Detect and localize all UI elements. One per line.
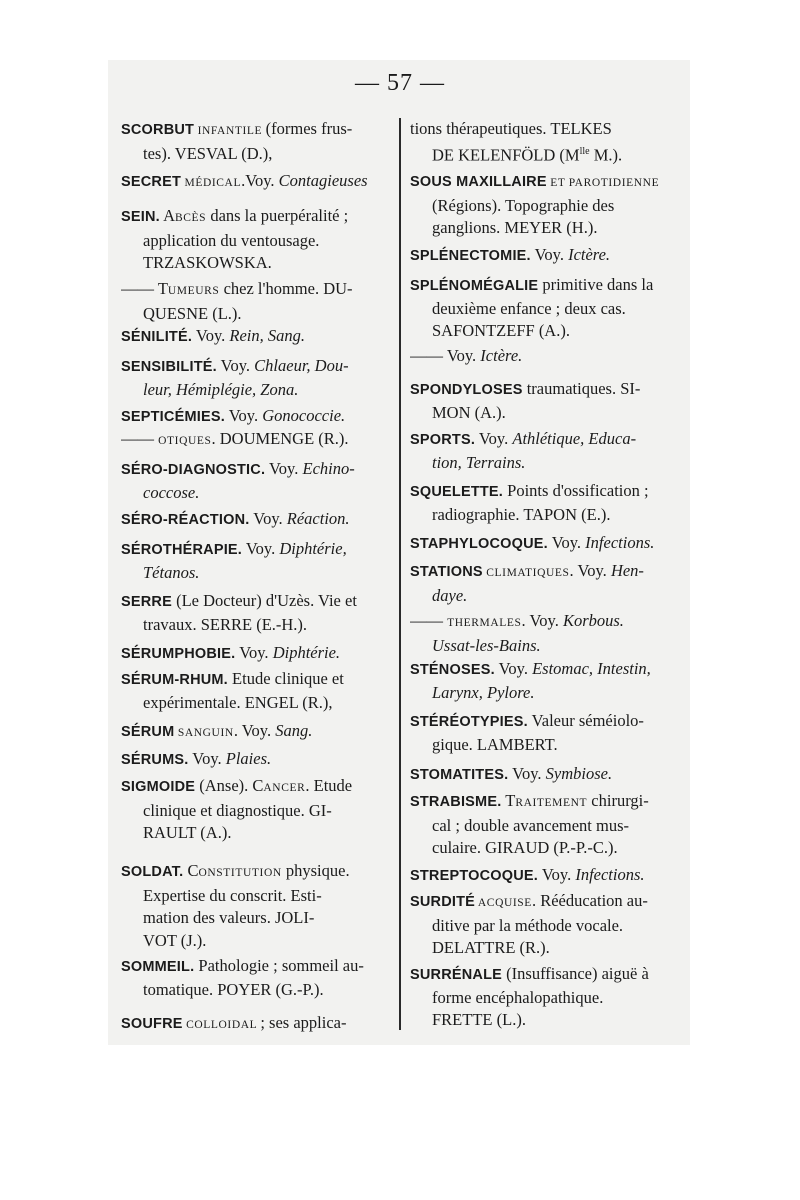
entry-continuation-line — [410, 987, 682, 1010]
entry-first-line — [410, 378, 682, 402]
cross-reference: Chlaeur, Dou- — [254, 356, 349, 375]
entry-first-line — [121, 405, 391, 429]
entry-text: lle — [579, 145, 590, 157]
entry-text: chez l'homme. DU- — [219, 279, 353, 298]
entry-text: —— Voy. — [410, 346, 481, 365]
index-entry — [121, 642, 391, 666]
entry-text: ACQUISE — [475, 897, 532, 909]
entry-text: radiographie. TAPON (E.). — [432, 504, 611, 524]
entry-first-line — [121, 508, 391, 532]
entry-text: gique. LAMBERT. — [432, 734, 558, 754]
entry-continuation-line — [121, 885, 391, 908]
entry-text: physique. — [281, 861, 350, 880]
cross-reference: Ictère. — [568, 245, 611, 264]
entry-first-line — [121, 428, 391, 453]
entry-headword: SCORBUT — [121, 122, 195, 138]
index-entry — [410, 658, 682, 704]
entry-continuation-line — [121, 482, 391, 505]
entry-first-line — [410, 428, 682, 452]
entry-continuation-line — [410, 452, 682, 475]
entry-first-line — [121, 642, 391, 666]
entry-text: application du ventousage. — [143, 230, 320, 250]
entry-first-line — [121, 590, 391, 614]
cross-reference: Gonococcie. — [262, 406, 346, 425]
entry-first-line — [410, 963, 682, 987]
entry-continuation-line — [121, 930, 391, 953]
cross-reference: Ussat-les-Bains. — [432, 635, 541, 655]
entry-first-line — [410, 480, 682, 504]
entry-text: tomatique. POYER (G.-P.). — [143, 979, 324, 999]
cross-reference: Contagieuses — [278, 171, 368, 190]
entry-continuation-line — [410, 1009, 682, 1032]
cross-reference: Symbiose. — [545, 764, 613, 783]
entry-text: SAFONTZEFF (A.). — [432, 321, 570, 340]
index-entry — [410, 118, 682, 167]
entry-headword: SÉRO-RÉACTION. — [121, 512, 250, 528]
index-entry — [121, 355, 391, 401]
index-entry — [410, 610, 682, 657]
entry-first-line — [410, 274, 682, 298]
entry-first-line — [410, 170, 682, 195]
entry-first-line — [410, 118, 682, 141]
index-entry — [410, 170, 682, 240]
entry-continuation-line — [121, 979, 391, 1002]
index-entry — [121, 955, 391, 1001]
entry-headword: SIGMOIDE — [121, 779, 196, 795]
entry-text: . DOUMENGE (R.). — [211, 429, 349, 448]
entry-headword: SERRE — [121, 594, 172, 610]
cross-reference: Sang. — [275, 721, 313, 740]
entry-first-line — [121, 720, 391, 745]
entry-continuation-line — [410, 298, 682, 321]
entry-text: DE KELENFÖLD (M — [432, 145, 580, 164]
entry-headword: STOMATITES. — [410, 767, 509, 783]
entry-headword: SOMMEIL. — [121, 959, 195, 975]
entry-headword: SOLDAT. — [121, 864, 184, 880]
index-entry — [121, 508, 391, 532]
index-entry — [410, 864, 682, 888]
entry-text: primitive dans la — [538, 275, 654, 294]
entry-continuation-line — [410, 141, 682, 167]
entry-first-line — [410, 345, 682, 368]
entry-headword: SEIN. — [121, 209, 160, 225]
entry-continuation-line — [410, 195, 682, 218]
entry-text: Voy. — [216, 356, 255, 375]
entry-headword: STÉNOSES. — [410, 662, 495, 678]
entry-text: forme encéphalopathique. — [432, 987, 604, 1007]
entry-text: ; ses applica- — [260, 1013, 347, 1032]
entry-headword: SURRÉNALE — [410, 967, 503, 983]
entry-text: Etude clinique et — [227, 669, 344, 688]
cross-reference: Echino- — [302, 459, 355, 478]
entry-headword: SOUFRE — [121, 1016, 183, 1032]
entry-text: Voy. — [188, 749, 226, 768]
entry-text: M.). — [589, 145, 623, 164]
entry-continuation-line — [121, 822, 391, 845]
entry-text: VOT (J.). — [143, 930, 207, 950]
entry-text: A — [159, 206, 176, 225]
entry-text: —— — [410, 611, 448, 630]
cross-reference: tion, Terrains. — [432, 452, 526, 472]
entry-text: QUESNE (L.). — [143, 303, 242, 323]
entry-headword: SURDITÉ — [410, 894, 476, 910]
entry-continuation-line — [410, 682, 682, 705]
entry-text: INFANTILE — [194, 125, 266, 137]
index-entry — [410, 963, 682, 1032]
entry-text: . Voy. — [569, 561, 611, 580]
entry-text: Voy. — [235, 643, 273, 662]
entry-continuation-line — [121, 907, 391, 930]
entry-first-line — [121, 205, 391, 230]
entry-text: THERMALES — [447, 617, 522, 629]
entry-text: . Voy. — [233, 721, 276, 740]
entry-text: C — [183, 861, 199, 880]
entry-text: TRZASKOWSKA. — [143, 253, 272, 272]
entry-first-line — [121, 325, 391, 349]
entry-first-line — [410, 763, 682, 787]
entry-text: dans la puerpéralité ; — [206, 206, 349, 225]
entry-first-line — [410, 658, 682, 682]
entry-headword: SÉRUMPHOBIE. — [121, 646, 236, 662]
entry-text: culaire. GIRAUD (P.-P.-C.). — [432, 838, 618, 857]
entry-continuation-line — [410, 635, 682, 658]
entry-first-line — [410, 710, 682, 734]
entry-first-line — [410, 532, 682, 556]
entry-first-line — [121, 1012, 391, 1037]
entry-headword: SÉRUM-RHUM. — [121, 672, 228, 688]
cross-reference: Ictère. — [480, 346, 523, 365]
entry-text: (Insuffisance) aiguë à — [502, 964, 649, 983]
entry-text: . Voy. — [521, 611, 563, 630]
entry-headword: SOUS MAXILLAIRE — [410, 174, 547, 190]
entry-text: DELATTRE (R.). — [432, 938, 550, 957]
cross-reference: Plaies. — [225, 749, 272, 768]
entry-text: tions thérapeutiques. TELKES — [410, 119, 612, 138]
entry-continuation-line — [121, 614, 391, 637]
entry-text: tes). VESVAL (D.), — [143, 143, 273, 163]
entry-text: RAULT (A.). — [143, 823, 232, 842]
cross-reference: Infections. — [575, 865, 645, 884]
entry-continuation-line — [410, 915, 682, 938]
index-entry — [121, 118, 391, 165]
entry-first-line — [121, 278, 391, 303]
index-entry — [410, 763, 682, 787]
page-number: — 57 — — [355, 70, 445, 96]
entry-text: FRETTE (L.). — [432, 1010, 526, 1029]
entry-continuation-line — [121, 562, 391, 585]
entry-first-line — [121, 355, 391, 379]
entry-text: MON (A.). — [432, 402, 506, 422]
entry-text: CLIMATIQUES — [482, 567, 570, 579]
entry-text: Voy. — [224, 406, 263, 425]
cross-reference: Athlétique, Educa- — [512, 429, 637, 448]
index-entry — [121, 458, 391, 504]
entry-headword: SPLÉNECTOMIE. — [410, 248, 531, 264]
entry-headword: SPLÉNOMÉGALIE — [410, 278, 539, 294]
entry-first-line — [410, 864, 682, 888]
entry-continuation-line — [410, 734, 682, 757]
entry-first-line — [121, 748, 391, 772]
entry-text: Valeur séméiolo- — [527, 711, 644, 730]
entry-first-line — [121, 118, 391, 143]
cross-reference: Tétanos. — [143, 562, 200, 582]
entry-text: Voy. — [508, 764, 546, 783]
entry-text: Voy. — [192, 326, 230, 345]
index-entry — [410, 790, 682, 860]
entry-headword: STÉRÉOTYPIES. — [410, 714, 528, 730]
entry-text: Voy. — [494, 659, 533, 678]
entry-first-line — [121, 458, 391, 482]
entry-text: deuxième enfance ; deux cas. — [432, 298, 626, 318]
entry-text: expérimentale. ENGEL (R.), — [143, 692, 333, 712]
entry-headword: SQUELETTE. — [410, 484, 504, 500]
entry-text: SANGUIN — [174, 727, 234, 739]
index-entry — [121, 278, 391, 325]
index-entry — [121, 205, 391, 275]
index-entry — [121, 325, 391, 349]
entry-text: Voy. — [265, 459, 303, 478]
entry-headword: STAPHYLOCOQUE. — [410, 536, 548, 552]
index-entry — [410, 428, 682, 474]
entry-headword: SÉNILITÉ. — [121, 329, 193, 345]
cross-reference: daye. — [432, 585, 468, 605]
index-entry — [410, 378, 682, 424]
entry-headword: SÉRO-DIAGNOSTIC. — [121, 462, 266, 478]
entry-headword: SEPTICÉMIES. — [121, 409, 225, 425]
entry-text: Voy. — [547, 533, 586, 552]
column-divider — [399, 118, 401, 1030]
entry-continuation-line — [410, 837, 682, 860]
index-entry — [121, 1012, 391, 1037]
entry-headword: SÉRUM — [121, 724, 175, 740]
entry-text: UMEURS — [167, 285, 220, 297]
entry-headword: SPONDYLOSES — [410, 382, 523, 398]
entry-text: (Le Docteur) d'Uzès. Vie et — [171, 591, 357, 610]
index-entry — [410, 244, 682, 268]
entry-first-line — [121, 668, 391, 692]
entry-text: Pathologie ; sommeil au- — [194, 956, 364, 975]
entry-text: Voy. — [475, 429, 513, 448]
entry-text: Voy. — [530, 245, 569, 264]
entry-text: (formes frus- — [265, 119, 353, 138]
index-entry — [410, 560, 682, 607]
entry-text: —— T — [121, 279, 168, 298]
cross-reference: Diphtérie. — [272, 643, 341, 662]
index-entry — [121, 860, 391, 952]
entry-headword: STATIONS — [410, 564, 483, 580]
entry-headword: SENSIBILITÉ. — [121, 359, 217, 375]
index-entry — [410, 345, 682, 368]
index-entry — [410, 532, 682, 556]
entry-first-line — [121, 860, 391, 885]
entry-continuation-line — [410, 217, 682, 240]
cross-reference: Hen- — [610, 561, 644, 580]
entry-text: .Voy. — [241, 171, 279, 190]
entry-continuation-line — [410, 504, 682, 527]
entry-text: ONSTITUTION — [198, 867, 282, 879]
entry-text: Points d'ossification ; — [503, 481, 649, 500]
cross-reference: Korbous. — [562, 611, 624, 630]
index-entry — [121, 590, 391, 636]
entry-text: mation des valeurs. JOLI- — [143, 908, 315, 927]
entry-continuation-line — [121, 252, 391, 275]
entry-text: traumatiques. SI- — [522, 379, 641, 398]
entry-continuation-line — [121, 692, 391, 715]
entry-continuation-line — [410, 585, 682, 608]
cross-reference: Diphtérie, — [279, 539, 347, 558]
index-entry — [410, 274, 682, 343]
entry-text: . Etude — [305, 776, 353, 795]
cross-reference: Réaction. — [286, 509, 350, 528]
entry-text: ditive par la méthode vocale. — [432, 915, 624, 935]
entry-continuation-line — [121, 379, 391, 402]
entry-text: ET PAROTIDIENNE — [546, 177, 660, 189]
cross-reference: Larynx, Pylore. — [432, 682, 535, 702]
entry-continuation-line — [121, 143, 391, 166]
entry-headword: SECRET — [121, 174, 182, 190]
entry-text: travaux. SERRE (E.-H.). — [143, 614, 308, 634]
entry-continuation-line — [410, 320, 682, 343]
entry-text: ganglions. MEYER (H.). — [432, 218, 598, 237]
entry-text: Voy. — [249, 509, 287, 528]
entry-continuation-line — [121, 303, 391, 326]
cross-reference: Rein, Sang. — [229, 326, 306, 345]
entry-first-line — [121, 538, 391, 562]
entry-text: ANCER — [263, 782, 306, 794]
entry-text: Expertise du conscrit. Esti- — [143, 885, 322, 905]
index-entry — [121, 775, 391, 845]
entry-first-line — [121, 170, 391, 195]
entry-first-line — [121, 955, 391, 979]
entry-first-line — [121, 775, 391, 800]
entry-text: MÉDICAL — [181, 177, 242, 189]
cross-reference: leur, Hémiplégie, Zona. — [143, 379, 299, 399]
entry-text: RAITEMENT — [515, 797, 588, 809]
entry-text: (Anse). C — [195, 776, 264, 795]
entry-text: —— — [121, 429, 159, 448]
index-entry — [121, 668, 391, 714]
index-entry — [121, 405, 391, 429]
cross-reference: Estomac, Intestin, — [532, 659, 651, 678]
entry-text: Voy. — [538, 865, 576, 884]
cross-reference: Infections. — [585, 533, 655, 552]
entry-text: Voy. — [242, 539, 280, 558]
entry-first-line — [410, 610, 682, 635]
entry-text: clinique et diagnostique. GI- — [143, 800, 332, 820]
entry-text: cal ; double avancement mus- — [432, 815, 630, 835]
entry-continuation-line — [410, 937, 682, 960]
index-entry — [121, 748, 391, 772]
entry-text: T — [501, 791, 516, 810]
index-entry — [121, 538, 391, 584]
entry-headword: STREPTOCOQUE. — [410, 868, 539, 884]
entry-first-line — [410, 244, 682, 268]
entry-continuation-line — [410, 815, 682, 838]
entry-text: chirurgi- — [587, 791, 649, 810]
index-entry — [121, 428, 391, 453]
entry-headword: STRABISME. — [410, 794, 502, 810]
entry-text: . Rééducation au- — [531, 891, 648, 910]
entry-text: (Régions). Topographie des — [432, 195, 615, 215]
entry-continuation-line — [410, 402, 682, 425]
index-entry — [410, 890, 682, 960]
entry-continuation-line — [121, 800, 391, 823]
entry-headword: SPORTS. — [410, 432, 476, 448]
entry-text: BCÈS — [175, 212, 207, 224]
entry-continuation-line — [121, 230, 391, 253]
entry-first-line — [410, 790, 682, 815]
entry-headword: SÉRUMS. — [121, 752, 189, 768]
index-entry — [121, 720, 391, 745]
entry-first-line — [410, 890, 682, 915]
index-entry — [410, 710, 682, 756]
entry-first-line — [410, 560, 682, 585]
entry-text: COLLOIDAL — [182, 1019, 261, 1031]
cross-reference: coccose. — [143, 482, 200, 502]
index-entry — [410, 480, 682, 526]
index-entry — [121, 170, 391, 195]
entry-headword: SÉROTHÉRAPIE. — [121, 542, 243, 558]
entry-text: OTIQUES — [158, 435, 212, 447]
